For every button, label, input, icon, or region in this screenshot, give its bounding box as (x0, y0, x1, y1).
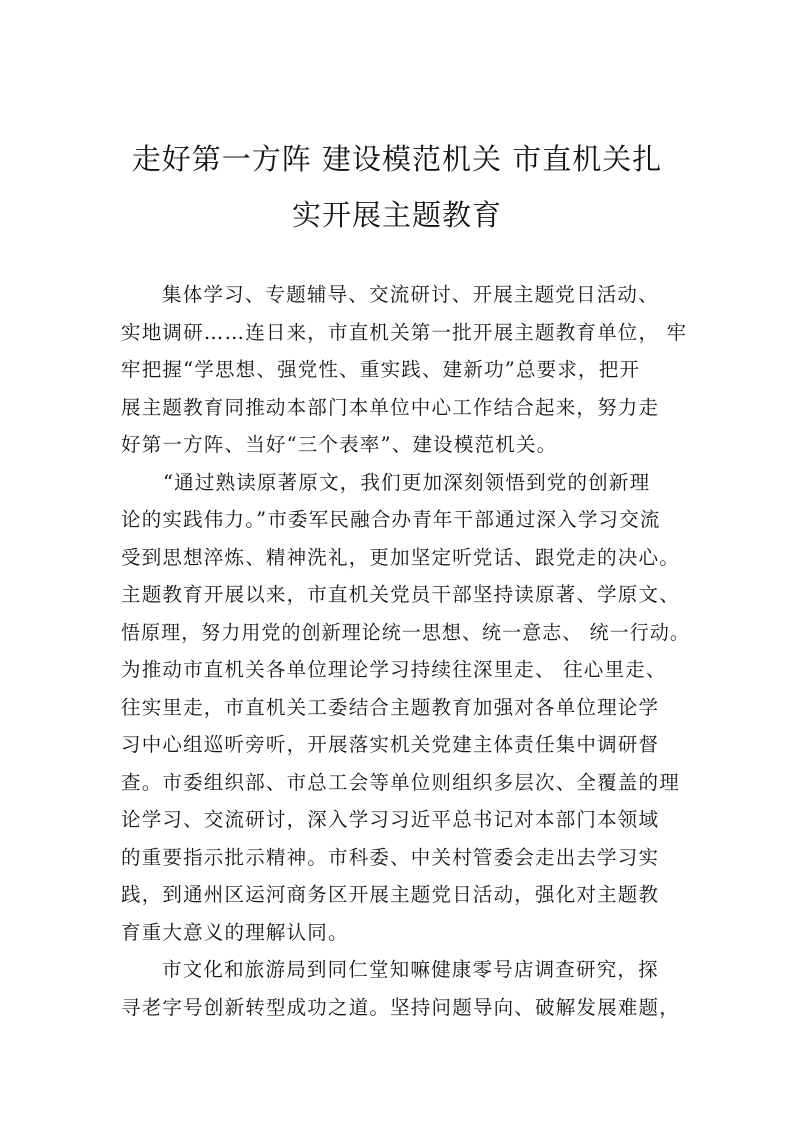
document-title-line-2: 实开展主题教育 (291, 198, 502, 232)
body-line-13: 习中心组巡听旁听，开展落实机关党建主体责任集中调研督 (121, 733, 660, 756)
body-line-10: 悟原理，努力用党的创新理论统一思想、统一意志、 统一行动。 (121, 621, 690, 644)
body-line-15: 论学习、交流研讨，深入学习习近平总书记对本部门本领域 (121, 808, 660, 831)
body-line-14: 查。市委组织部、市总工会等单位则组织多层次、全覆盖的理 (121, 771, 680, 794)
body-line-20: 寻老字号创新转型成功之道。坚持问题导向、破解发展难题， (121, 996, 680, 1019)
body-line-9: 主题教育开展以来，市直机关党员干部坚持读原著、学原文、 (121, 583, 680, 606)
body-line-8: 受到思想淬炼、精神洗礼，更加坚定听党话、跟党走的决心。 (121, 546, 680, 569)
body-line-6: “通过熟读原著原文，我们更加深刻领悟到党的创新理 (163, 471, 651, 494)
body-line-19: 市文化和旅游局到同仁堂知嘛健康零号店调查研究，探 (162, 958, 659, 981)
body-line-3: 牢把握“学思想、强党性、重实践、建新功”总要求，把开 (121, 358, 641, 381)
body-line-1: 集体学习、专题辅导、交流研讨、开展主题党日活动、 (162, 283, 659, 306)
body-line-5: 好第一方阵、当好“三个表率”、建设模范机关。 (121, 433, 558, 456)
body-line-7: 论的实践伟力。”市委军民融合办青年干部通过深入学习交流 (121, 508, 661, 531)
body-line-4: 展主题教育同推动本部门本单位中心工作结合起来，努力走 (121, 396, 660, 419)
body-line-17: 践，到通州区运河商务区开展主题党日活动，强化对主题教 (121, 883, 660, 906)
body-line-18: 育重大意义的理解认同。 (121, 921, 349, 944)
body-line-12: 往实里走，市直机关工委结合主题教育加强对各单位理论学 (121, 696, 660, 719)
document-title-line-1: 走好第一方阵 建设模范机关 市直机关扎 (131, 142, 663, 176)
body-line-16: 的重要指示批示精神。市科委、中关村管委会走出去学习实 (121, 846, 660, 869)
body-line-11: 为推动市直机关各单位理论学习持续往深里走、 往心里走、 (121, 658, 667, 681)
body-line-2: 实地调研……连日来，市直机关第一批开展主题教育单位， 牢 (121, 321, 688, 344)
